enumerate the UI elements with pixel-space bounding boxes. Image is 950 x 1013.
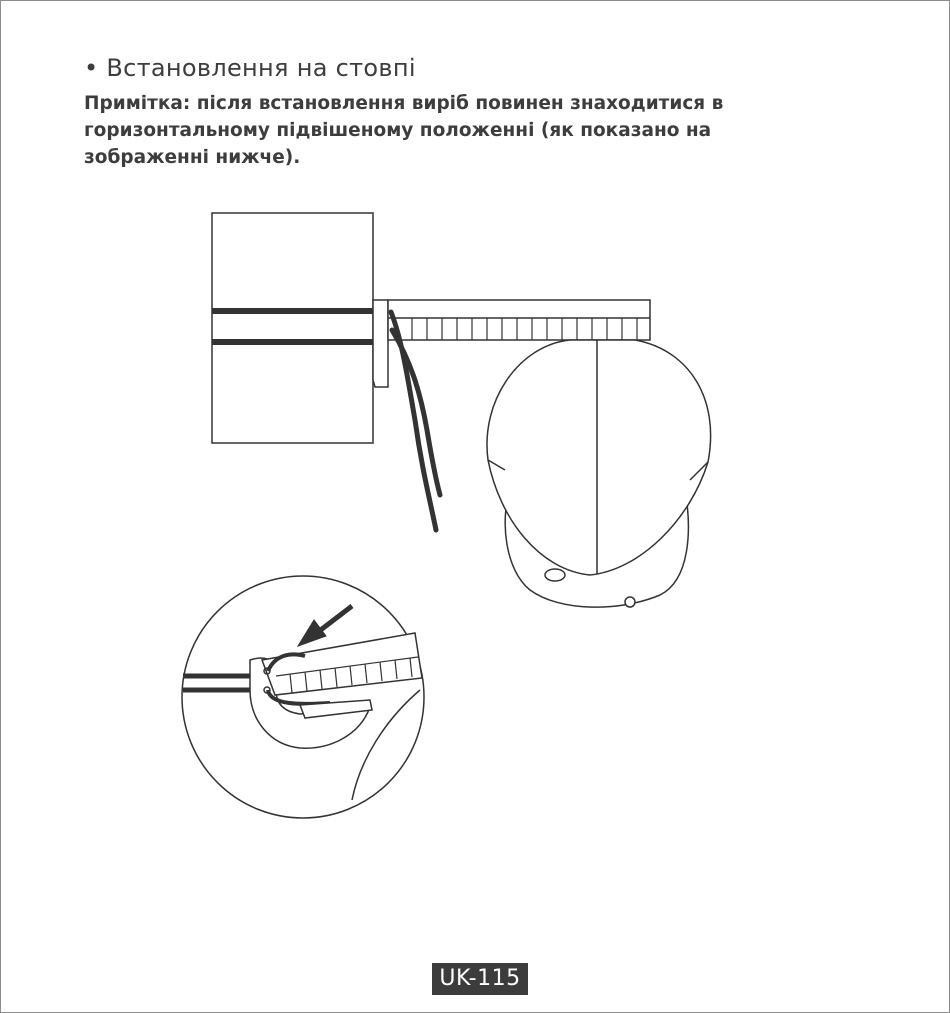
installation-note: Примітка: після встановлення виріб повинен знаходитися в горизонтальному підвішеному положенні (як показано на зображенні нижче). xyxy=(84,93,724,168)
page-number: UK-115 xyxy=(432,963,528,995)
section-heading: • Встановлення на стовпі xyxy=(84,54,416,82)
detail-magnifier xyxy=(182,576,424,818)
cables xyxy=(391,312,440,530)
pole xyxy=(212,213,373,443)
camera-body xyxy=(487,340,711,607)
